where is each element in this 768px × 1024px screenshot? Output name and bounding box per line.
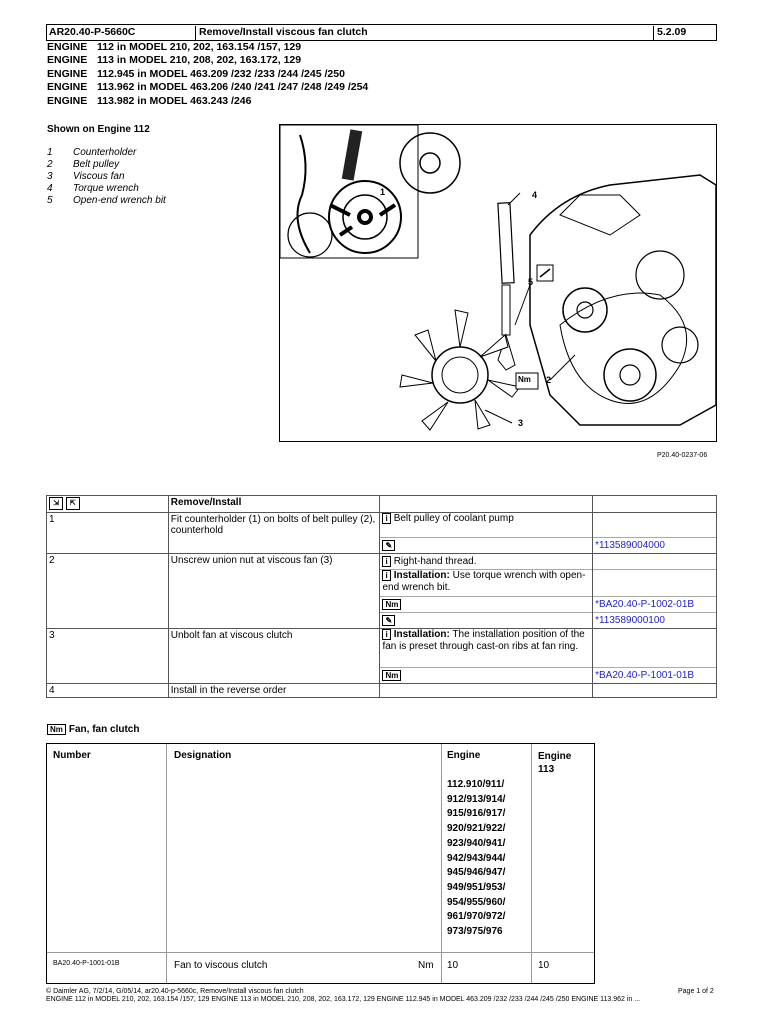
tool-reference-link[interactable]: *113589004000 bbox=[593, 537, 716, 553]
torque-table bbox=[46, 743, 595, 984]
engine-112-list: 112.910/911/ 912/913/914/ 915/916/917/ 920/921/922/ 923/940/941/ 942/943/944/ 945/946/947/ 949/951/953/ 954/955/960/ 961/970/972/ 973/975/976 bbox=[447, 779, 506, 938]
info-icon: i bbox=[382, 556, 390, 567]
legend-item: 3 Viscous fan bbox=[47, 171, 125, 182]
torque-nm-icon: Nm bbox=[382, 670, 401, 681]
torque-reference-link[interactable]: *BA20.40-P-1002-01B bbox=[593, 596, 716, 612]
steps-table bbox=[46, 495, 717, 698]
footer-applicability: ENGINE 112 in MODEL 210, 202, 163.154 /157, 129 ENGINE 113 in MODEL 210, 208, 202, 163.172, 129 ENGINE 112.945 in MODEL 463.209 /232 /233 /244 /245 /250 ENGINE 113.962 in ... bbox=[46, 996, 641, 1003]
torque-nm-icon: Nm bbox=[47, 724, 66, 735]
footer-page: Page 1 of 2 bbox=[678, 988, 714, 995]
engine-drawing bbox=[280, 125, 716, 441]
step-number: 4 bbox=[47, 684, 169, 698]
engine-line: ENGINE 113.982 in MODEL 463.243 /246 bbox=[47, 95, 252, 107]
doc-id: AR20.40-P-5660C bbox=[49, 26, 136, 38]
document-header bbox=[46, 24, 717, 41]
figure-caption: P20.40-0237-06 bbox=[657, 452, 708, 459]
footer-copyright: © Daimler AG, 7/2/14, G/05/14, ar20.40-p-5660c, Remove/Install viscous fan clutch bbox=[46, 988, 304, 995]
engine-line: ENGINE 113.962 in MODEL 463.206 /240 /241 /247 /248 /249 /254 bbox=[47, 81, 369, 93]
collapse-icon[interactable]: ⇱ bbox=[66, 497, 80, 510]
steps-header: Remove/Install bbox=[168, 496, 380, 513]
expand-icon[interactable]: ⇲ bbox=[49, 497, 63, 510]
note-row: i Belt pulley of coolant pump bbox=[380, 513, 592, 537]
tool-icon: ✎ bbox=[382, 540, 395, 551]
step-action: Fit counterholder (1) on bolts of belt pulley (2), counterhold bbox=[168, 513, 380, 554]
torque-number: BA20.40-P-1001-01B bbox=[53, 960, 120, 967]
torque-unit: Nm bbox=[418, 960, 434, 971]
note-row: i Installation: The installation position of the fan is preset through cast-on ribs at fan ring. bbox=[382, 629, 585, 652]
note-row bbox=[380, 667, 592, 683]
legend-item: 5 Open-end wrench bit bbox=[47, 195, 166, 206]
legend-item: 2 Belt pulley bbox=[47, 159, 120, 170]
torque-reference-link[interactable]: *BA20.40-P-1001-01B bbox=[593, 667, 716, 683]
col-engine-112: Engine bbox=[447, 750, 481, 761]
tool-icon: ✎ bbox=[382, 615, 395, 626]
torque-designation: Fan to viscous clutch bbox=[174, 960, 268, 971]
note-row: i Right-hand thread. bbox=[380, 554, 592, 569]
torque-value-113: 10 bbox=[538, 960, 550, 971]
step-action: Unscrew union nut at viscous fan (3) bbox=[168, 554, 380, 629]
nm-box-label: Nm bbox=[518, 375, 531, 384]
info-icon: i bbox=[382, 570, 390, 581]
note-row bbox=[380, 596, 592, 612]
col-number: Number bbox=[53, 750, 91, 761]
step-number: 3 bbox=[47, 629, 169, 684]
torque-section-title: Nm Fan, fan clutch bbox=[47, 724, 139, 735]
col-engine-113: Engine 113 bbox=[538, 751, 572, 775]
col-designation: Designation bbox=[174, 750, 232, 761]
legend-item: 4 Torque wrench bbox=[47, 183, 139, 194]
tool-reference-link[interactable]: *113589000100 bbox=[593, 612, 716, 628]
callout-5: 5 bbox=[528, 277, 534, 287]
callout-1: 1 bbox=[380, 187, 386, 197]
engine-line: ENGINE 112 in MODEL 210, 202, 163.154 /157, 129 bbox=[47, 41, 302, 53]
step-action: Install in the reverse order bbox=[168, 684, 380, 698]
callout-4: 4 bbox=[532, 190, 538, 200]
engine-line: ENGINE 112.945 in MODEL 463.209 /232 /233 /244 /245 /250 bbox=[47, 68, 345, 80]
callout-3: 3 bbox=[518, 418, 524, 428]
callout-2: 2 bbox=[546, 375, 552, 385]
note-row: i Installation: Use torque wrench with open-end wrench bit. bbox=[380, 569, 592, 596]
info-icon: i bbox=[382, 513, 390, 524]
technical-illustration bbox=[279, 124, 717, 442]
note-row bbox=[380, 612, 592, 628]
note-row bbox=[380, 537, 592, 553]
torque-value-112: 10 bbox=[447, 960, 459, 971]
torque-nm-icon: Nm bbox=[382, 599, 401, 610]
step-number: 1 bbox=[47, 513, 169, 554]
step-number: 2 bbox=[47, 554, 169, 629]
engine-line: ENGINE 113 in MODEL 210, 208, 202, 163.172, 129 bbox=[47, 54, 302, 66]
info-icon: i bbox=[382, 629, 390, 640]
expand-collapse-icons[interactable] bbox=[47, 496, 169, 513]
legend-item: 1 Counterholder bbox=[47, 147, 137, 158]
section-number: 5.2.09 bbox=[657, 26, 687, 38]
doc-title: Remove/Install viscous fan clutch bbox=[199, 26, 368, 38]
step-action: Unbolt fan at viscous clutch bbox=[168, 629, 380, 684]
shown-on-label: Shown on Engine 112 bbox=[47, 124, 150, 135]
